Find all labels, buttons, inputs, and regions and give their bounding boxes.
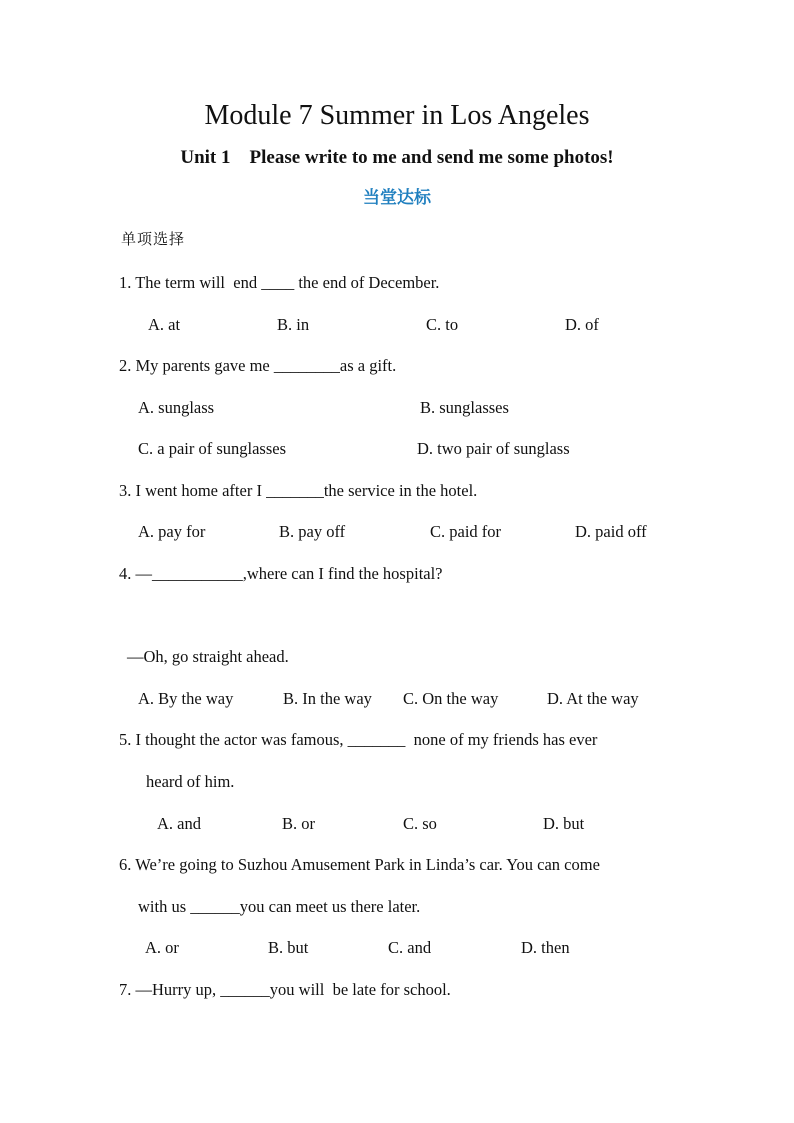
question-6-stem: 6. We’re going to Suzhou Amusement Park in Linda’s car. You can come — [119, 855, 600, 874]
question-5-option-c: C. so — [403, 814, 437, 833]
question-3-stem: 3. I went home after I _______the service in the hotel. — [119, 481, 478, 500]
question-4-option-b: B. In the way — [283, 689, 372, 708]
question-6-stem-continued: with us ______you can meet us there later. — [138, 897, 421, 916]
question-5-option-a: A. and — [157, 814, 201, 833]
question-3-option-a: A. pay for — [138, 522, 206, 541]
question-5-option-b: B. or — [282, 814, 315, 833]
question-5-option-d: D. but — [543, 814, 585, 833]
question-1-option-b: B. in — [277, 315, 310, 334]
question-4-option-d: D. At the way — [547, 689, 639, 708]
question-4-stem: 4. —___________,where can I find the hospital? — [119, 564, 443, 583]
category-label: 单项选择 — [121, 230, 186, 248]
question-4-reply: —Oh, go straight ahead. — [127, 647, 289, 666]
question-2-stem: 2. My parents gave me ________as a gift. — [119, 356, 397, 375]
question-6-option-b: B. but — [268, 938, 309, 957]
question-1-stem: 1. The term will end ____ the end of December. — [119, 273, 440, 292]
question-2-option-d: D. two pair of sunglass — [417, 439, 570, 458]
section-heading: 当堂达标 — [363, 188, 431, 208]
question-6-option-c: C. and — [388, 938, 432, 957]
question-1-option-c: C. to — [426, 315, 459, 334]
question-1-option-d: D. of — [565, 315, 599, 334]
question-2-option-b: B. sunglasses — [420, 398, 509, 417]
question-2-option-c: C. a pair of sunglasses — [138, 439, 287, 458]
question-2-option-a: A. sunglass — [138, 398, 215, 417]
question-4-option-c: C. On the way — [403, 689, 499, 708]
question-3-option-d: D. paid off — [575, 522, 647, 541]
question-1-option-a: A. at — [148, 315, 181, 334]
question-4-option-a: A. By the way — [138, 689, 234, 708]
question-7-stem: 7. —Hurry up, ______you will be late for school. — [119, 980, 451, 999]
question-3-option-b: B. pay off — [279, 522, 346, 541]
question-6-option-d: D. then — [521, 938, 570, 957]
question-5-stem-continued: heard of him. — [146, 772, 235, 791]
question-6-option-a: A. or — [145, 938, 179, 957]
question-3-option-c: C. paid for — [430, 522, 502, 541]
page-title: Module 7 Summer in Los Angeles — [204, 100, 590, 131]
question-5-stem: 5. I thought the actor was famous, _______ none of my friends has ever — [119, 730, 598, 749]
unit-subtitle: Unit 1 Please write to me and send me some photos! — [180, 147, 614, 168]
